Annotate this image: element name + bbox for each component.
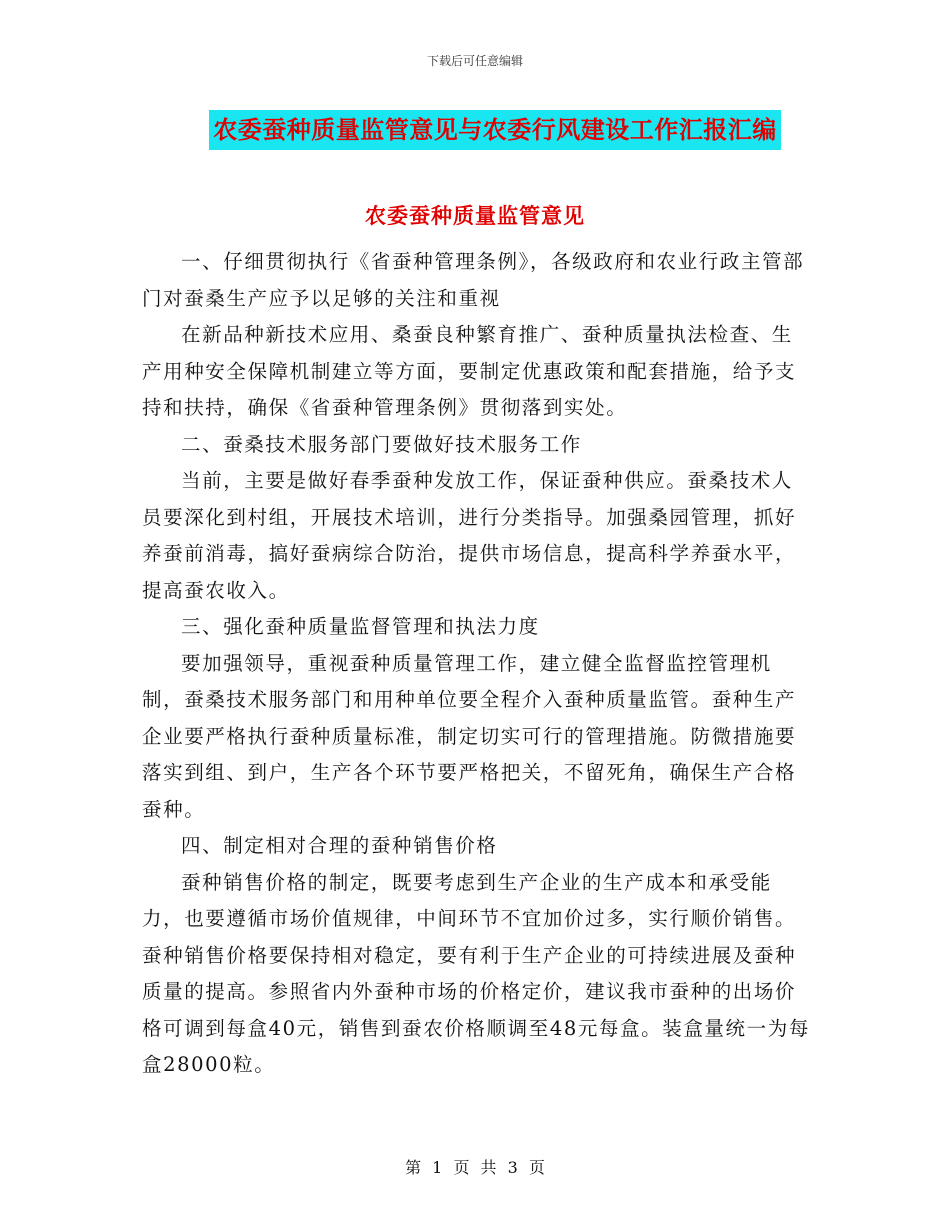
paragraph: 要加强领导，重视蚕种质量管理工作，建立健全监督监控管理机制，蚕桑技术服务部门和用种单位要全程介入蚕种质量监管。蚕种生产企业要严格执行蚕种质量标准，制定切实可行的管理措施。防微措施要落实到组、到户，生产各个环节要严格把关，不留死角，确保生产合格蚕种。 <box>142 651 797 821</box>
document-title-container <box>0 110 950 150</box>
section-title: 农委蚕种质量监管意见 <box>365 203 585 228</box>
paragraph-heading-1: 一、仔细贯彻执行《省蚕种管理条例》，各级政府和农业行政主管部门对蚕桑生产应予以足够的关注和重视 <box>142 250 805 310</box>
paragraph: 蚕种销售价格的制定，既要考虑到生产企业的生产成本和承受能力，也要遵循市场价值规律，中间环节不宜加价过多，实行顺价销售。蚕种销售价格要保持相对稳定，要有利于生产企业的可持续进展及蚕种质量的提高。参照省内外蚕种市场的价格定价，建议我市蚕种的出场价格可调到每盒40元，销售到蚕农价格顺调至48元每盒。装盒量统一为每盒28000粒。 <box>142 870 810 1076</box>
paragraph: 在新品种新技术应用、桑蚕良种繁育推广、蚕种质量执法检查、生产用种安全保障机制建立等方面，要制定优惠政策和配套措施，给予支持和扶持，确保《省蚕种管理条例》贯彻落到实处。 <box>142 323 797 419</box>
paragraph-heading-4: 四、制定相对合理的蚕种销售价格 <box>181 834 498 857</box>
document-body <box>142 244 810 1084</box>
page-number: 第 1 页 共 3 页 <box>405 1158 545 1177</box>
document-title: 农委蚕种质量监管意见与农委行风建设工作汇报汇编 <box>209 110 781 150</box>
paragraph-heading-2: 二、蚕桑技术服务部门要做好技术服务工作 <box>181 432 582 456</box>
header-note: 下载后可任意编辑 <box>426 54 523 68</box>
paragraph-heading-3: 三、强化蚕种质量监督管理和执法力度 <box>181 615 540 638</box>
paragraph: 当前，主要是做好春季蚕种发放工作，保证蚕种供应。蚕桑技术人员要深化到村组，开展技术培训，进行分类指导。加强桑园管理，抓好养蚕前消毒，搞好蚕病综合防治，提供市场信息，提高科学养蚕水平，提高蚕农收入。 <box>142 469 797 602</box>
